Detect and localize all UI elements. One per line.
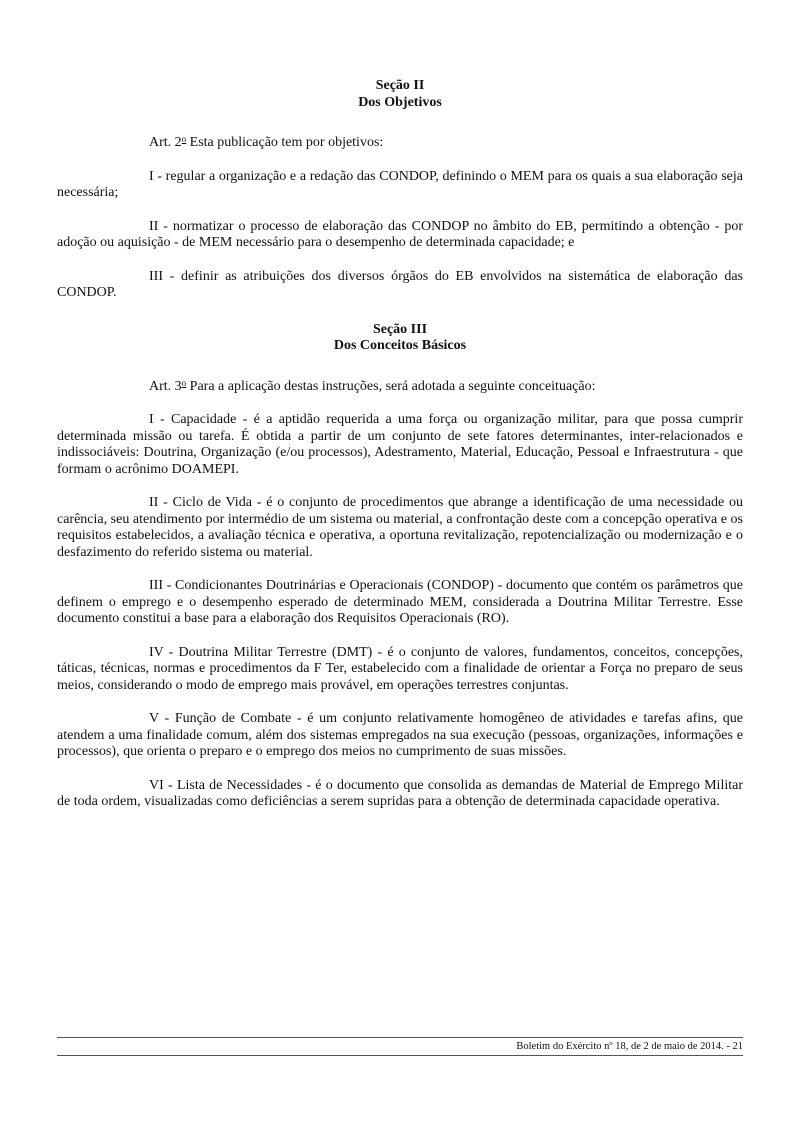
concept-item: IV - Doutrina Militar Terrestre (DMT) - é o conjunto de valores, fundamentos, conceitos, concepções, táticas, técnicas, normas e procedimentos da F Ter, estabelecido com a finalidade de orientar a Força no preparo de seus meios, considerando o modo de emprego mais provável, em operações terrestres conjuntas. (57, 644, 743, 693)
concept-item: I - Capacidade - é a aptidão requerida a uma força ou organização militar, para que possa cumprir determinada missão ou tarefa. É obtida a partir de um conjunto de sete fatores determinantes, inter-relacionados e indissociáveis: Doutrina, Organização (e/ou processos), Adestramento, Material, Educação, Pessoal e Infraestrutura - que formam o acrônimo DOAMEPI. (57, 412, 743, 477)
section-3-subtitle: Dos Conceitos Básicos (333, 338, 467, 353)
section-3-heading (57, 322, 743, 355)
article-3-ordinal: o (181, 377, 187, 388)
footer-text: Boletim do Exército nº 18, de 2 de maio de 2014. - 21 (516, 1041, 743, 1052)
concept-item: VI - Lista de Necessidades - é o documento que consolida as demandas de Material de Emprego Militar de toda ordem, visualizadas como deficiências a serem supridas para a obtenção de determinada capacidade operativa. (57, 777, 743, 809)
article-2-prefix: Art. 2 (149, 135, 182, 150)
objective-item: II - normatizar o processo de elaboração das CONDOP no âmbito do EB, permitindo a obtenção - por adoção ou aquisição - de MEM necessário para o desempenho de determinada capacidade; e (57, 218, 743, 250)
section-2-title: Seção II (375, 78, 425, 93)
article-2-ordinal: o (181, 134, 187, 144)
concept-item: III - Condicionantes Doutrinárias e Operacionais (CONDOP) - documento que contém os parâmetros que definem o emprego e o desempenho esperado de determinado MEM, considerada a Doutrina Militar Terrestre. Esse documento constitui a base para a elaboração dos Requisitos Operacionais (RO). (57, 578, 743, 626)
footer-divider (57, 1055, 743, 1056)
concept-item: V - Função de Combate - é um conjunto relativamente homogêneo de atividades e tarefas afins, que atendem a uma finalidade comum, além dos sistemas empregados na sua execução (pessoas, organizações, informações e processos), que orienta o preparo e o emprego dos meios no cumprimento de suas missões. (57, 711, 743, 759)
article-3-text: Para a aplicação destas instruções, será adotada a seguinte conceituação: (186, 378, 596, 394)
article-3 (57, 375, 743, 396)
objective-item: I - regular a organização e a redação das CONDOP, definindo o MEM para os quais a sua elaboração seja necessária; (57, 168, 743, 200)
section-3-title: Seção III (372, 321, 428, 337)
page-footer (57, 1037, 743, 1052)
section-2-subtitle: Dos Objetivos (358, 94, 442, 110)
article-2 (57, 131, 743, 152)
document-page (57, 78, 743, 828)
concept-item: II - Ciclo de Vida - é o conjunto de procedimentos que abrange a identificação de uma necessidade ou carência, seu atendimento por intermédio de um sistema ou material, a confrontação deste com a concepção operativa e os requisitos estabelecidos, a avaliação técnica e operativa, a oportuna revitalização, repotencialização ou modernização e o desfazimento do referido sistema ou material. (57, 495, 743, 560)
section-2-heading (57, 78, 743, 111)
objective-item: III - definir as atribuições dos diversos órgãos do EB envolvidos na sistemática de elaboração das CONDOP. (57, 268, 743, 300)
article-3-prefix: Art. 3 (149, 378, 182, 394)
article-2-text: Esta publicação tem por objetivos: (186, 135, 384, 150)
